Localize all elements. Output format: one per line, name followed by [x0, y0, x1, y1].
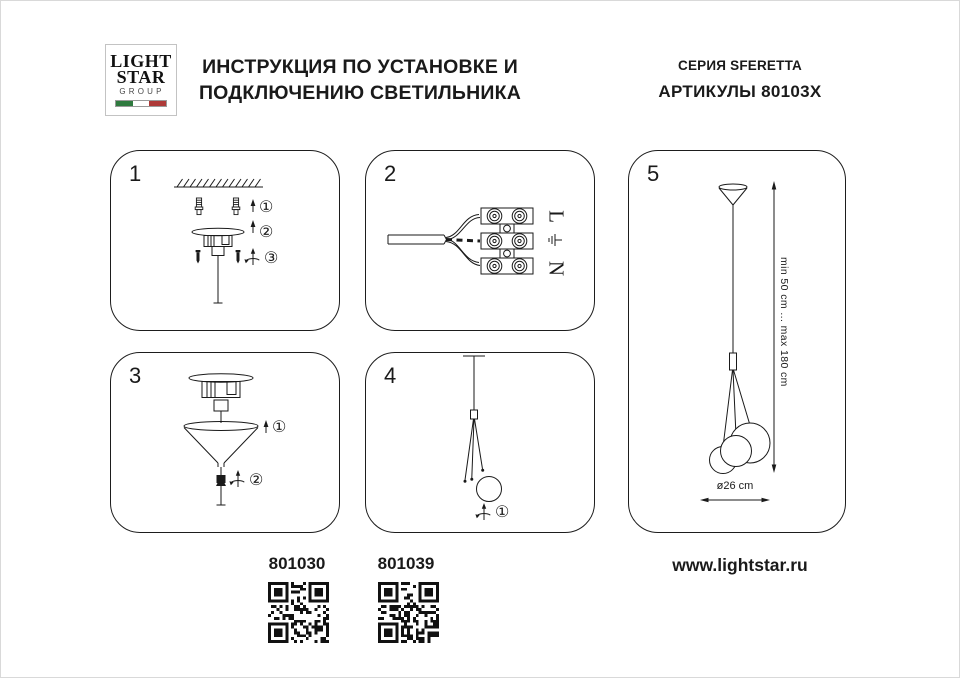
pendant-cords	[463, 356, 485, 480]
step-marker: ②	[249, 472, 264, 489]
series-label: СЕРИЯ SFERETTA	[678, 58, 802, 73]
arrow-up-icon	[251, 220, 256, 233]
diameter-dimension	[700, 498, 770, 503]
terminal-block	[481, 208, 533, 274]
step-4-panel	[365, 352, 595, 533]
step-2-diagram-wiring	[366, 151, 596, 332]
step-3-number: 3	[129, 363, 142, 388]
mount-and-cone	[184, 374, 258, 505]
articles-label: АРТИКУЛЫ 80103X	[658, 82, 822, 101]
step-marker: ①	[259, 199, 274, 216]
wall-anchor-icon	[232, 198, 240, 215]
screw-icon	[196, 250, 201, 264]
title-line-1: ИНСТРУКЦИЯ ПО УСТАНОВКЕ И	[202, 56, 518, 78]
logo-word-light: LIGHT	[110, 51, 172, 71]
step-2-number: 2	[384, 161, 397, 186]
ceiling-hatch	[174, 179, 263, 187]
website-url: www.lightstar.ru	[672, 555, 808, 575]
wire-live	[446, 215, 480, 241]
terminal-screws	[487, 209, 527, 274]
step-marker: ①	[272, 419, 287, 436]
screw-icon	[236, 250, 241, 264]
logo-word-group: GROUP	[119, 87, 165, 96]
step-1-panel	[110, 150, 340, 331]
step-1-number: 1	[129, 161, 142, 186]
title-line-2: ПОДКЛЮЧЕНИЮ СВЕТИЛЬНИКА	[198, 82, 522, 104]
step-5-diagram-assembled-pendant	[629, 151, 847, 534]
wire-neutral	[446, 239, 480, 266]
step-marker: ②	[259, 224, 274, 241]
article-number-801030: 801030	[268, 554, 326, 573]
screw-rotation-icon	[229, 470, 244, 487]
step-4-diagram-sphere-attach	[366, 353, 596, 534]
terminal-label-live: L	[544, 210, 569, 223]
step-5-number: 5	[647, 161, 660, 186]
arrow-up-icon	[264, 420, 269, 433]
earth-ground-icon	[549, 234, 562, 246]
screw-rotation-icon	[475, 503, 490, 520]
qr-code-801039	[378, 582, 439, 643]
lock-cap	[216, 475, 226, 486]
step-3-diagram-canopy-cone	[111, 353, 341, 534]
terminal-label-neutral: N	[544, 260, 569, 277]
height-range-label: min 50 cm ... max 180 cm	[778, 257, 790, 387]
logo-word-star: STAR	[116, 67, 166, 87]
mains-cable	[388, 235, 447, 244]
step-4-number: 4	[384, 363, 397, 388]
height-dimension	[772, 181, 777, 473]
glass-sphere	[477, 477, 502, 502]
italian-flag-icon	[115, 100, 167, 107]
canopy-bracket	[192, 228, 244, 303]
arrow-up-icon	[251, 199, 256, 212]
article-number-801039: 801039	[377, 554, 435, 573]
step-marker: ③	[264, 250, 279, 267]
step-5-panel	[628, 150, 846, 533]
step-1-diagram-ceiling-mount	[111, 151, 341, 332]
assembled-luminaire	[710, 184, 771, 474]
diameter-label: ø26 cm	[716, 480, 754, 492]
wire-earth-dashed	[446, 240, 480, 242]
step-2-panel	[365, 150, 595, 331]
wall-anchor-icon	[195, 198, 203, 215]
step-marker: ①	[495, 504, 510, 521]
page-title	[165, 54, 555, 106]
qr-code-801030	[268, 582, 329, 643]
step-3-panel	[110, 352, 340, 533]
screw-rotation-icon	[244, 248, 259, 265]
